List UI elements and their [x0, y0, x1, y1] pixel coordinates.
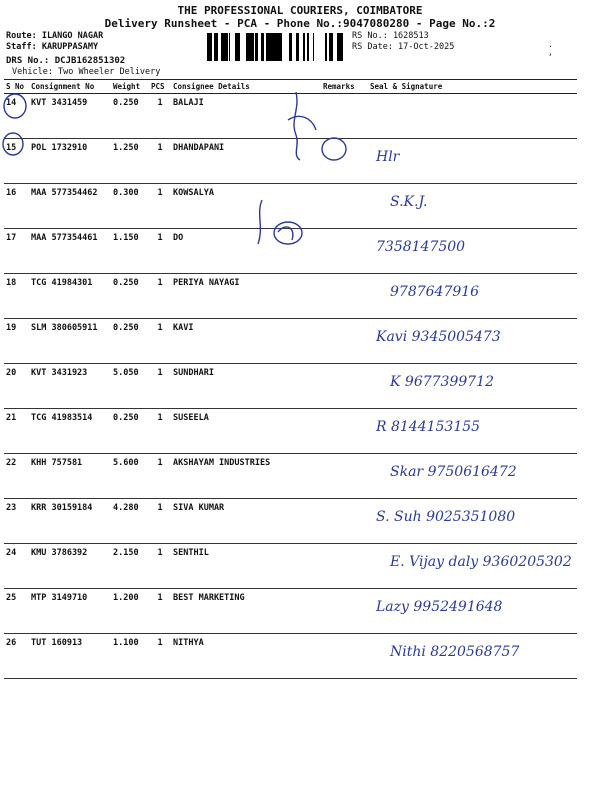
pcs-cell: 1: [149, 319, 171, 364]
barcode-bar: [337, 33, 340, 61]
handwritten-signature: Nithi 8220568757: [390, 644, 520, 660]
barcode-image: [207, 33, 349, 61]
barcode-bar: [238, 33, 240, 61]
weight-cell: 0.250: [111, 319, 149, 364]
table-row: [4, 184, 577, 229]
barcode-bar: [221, 33, 223, 61]
consignment-cell: TUT 160913: [29, 634, 111, 679]
company-title: THE PROFESSIONAL COURIERS, COIMBATORE: [177, 4, 423, 17]
sno-cell: 16: [4, 184, 29, 229]
weight-cell: 1.100: [111, 634, 149, 679]
weight-cell: 0.250: [111, 94, 149, 139]
consignment-cell: KRR 30159184: [29, 499, 111, 544]
table-row: [4, 319, 577, 364]
remarks-cell: [321, 229, 368, 274]
sno-cell: 15: [4, 139, 29, 184]
remarks-cell: [321, 274, 368, 319]
sno-cell: 19: [4, 319, 29, 364]
mark-dot: .: [548, 40, 553, 49]
col-sno: S No: [4, 80, 29, 94]
handwritten-signature: R 8144153155: [376, 419, 481, 435]
sno-cell: 18: [4, 274, 29, 319]
consignment-cell: MAA 577354461: [29, 229, 111, 274]
signature-cell: [368, 544, 577, 589]
staff-label: Staff: KARUPPASAMY: [6, 42, 99, 52]
signature-cell: [368, 94, 577, 139]
remarks-cell: [321, 94, 368, 139]
remarks-cell: [321, 544, 368, 589]
sno-cell: 22: [4, 454, 29, 499]
remarks-cell: [321, 139, 368, 184]
remarks-cell: [321, 409, 368, 454]
pcs-cell: 1: [149, 94, 171, 139]
barcode-bar: [229, 33, 230, 61]
runsheet-table: [4, 79, 577, 679]
weight-cell: 0.250: [111, 274, 149, 319]
sno-cell: 14: [4, 94, 29, 139]
barcode-bar: [217, 33, 218, 61]
weight-cell: 1.200: [111, 589, 149, 634]
weight-cell: 5.050: [111, 364, 149, 409]
consignee-cell: BALAJI: [171, 94, 321, 139]
signature-cell: [368, 589, 577, 634]
barcode-bar: [214, 33, 217, 61]
table-row: [4, 409, 577, 454]
table-header-row: [4, 80, 577, 94]
consignment-cell: KVT 3431923: [29, 364, 111, 409]
remarks-cell: [321, 319, 368, 364]
barcode-bar: [275, 33, 278, 61]
consignee-cell: SIVA KUMAR: [171, 499, 321, 544]
sno-cell: 24: [4, 544, 29, 589]
pcs-cell: 1: [149, 409, 171, 454]
handwritten-signature: Lazy 9952491648: [376, 599, 503, 615]
remarks-cell: [321, 589, 368, 634]
table-row: [4, 139, 577, 184]
barcode-bar: [289, 33, 292, 61]
pcs-cell: 1: [149, 499, 171, 544]
handwritten-signature: Skar 9750616472: [390, 464, 517, 480]
table-row: [4, 499, 577, 544]
vehicle-label: Vehicle: Two Wheeler Delivery: [12, 67, 161, 77]
sno-cell: 21: [4, 409, 29, 454]
barcode-bar: [307, 33, 308, 61]
consignee-cell: SENTHIL: [171, 544, 321, 589]
table-row: [4, 364, 577, 409]
handwritten-signature: Kavi 9345005473: [376, 329, 501, 345]
weight-cell: 0.300: [111, 184, 149, 229]
runsheet-subtitle: Delivery Runsheet - PCA - Phone No.:9047080280 - Page No.:2: [104, 17, 496, 30]
barcode-bar: [255, 33, 258, 61]
remarks-cell: [321, 499, 368, 544]
weight-cell: 0.250: [111, 409, 149, 454]
col-seal: Seal & Signature: [368, 80, 577, 94]
barcode-bar: [207, 33, 209, 61]
table-row: [4, 274, 577, 319]
signature-cell: [368, 319, 577, 364]
consignee-cell: AKSHAYAM INDUSTRIES: [171, 454, 321, 499]
signature-cell: [368, 274, 577, 319]
barcode-bar: [261, 33, 264, 61]
sno-cell: 17: [4, 229, 29, 274]
sno-cell: 26: [4, 634, 29, 679]
weight-cell: 5.600: [111, 454, 149, 499]
table-row: [4, 229, 577, 274]
barcode-bar: [226, 33, 228, 61]
barcode-bar: [303, 33, 305, 61]
barcode-bar: [313, 33, 314, 61]
remarks-cell: [321, 184, 368, 229]
signature-cell: [368, 364, 577, 409]
barcode-bar: [271, 33, 274, 61]
consignee-cell: KAVI: [171, 319, 321, 364]
barcode-bar: [235, 33, 237, 61]
barcode-bar: [209, 33, 211, 61]
consignment-cell: POL 1732910: [29, 139, 111, 184]
col-consignee: Consignee Details: [171, 80, 321, 94]
table-row: [4, 454, 577, 499]
sno-cell: 20: [4, 364, 29, 409]
remarks-cell: [321, 364, 368, 409]
handwritten-signature: 9787647916: [390, 284, 480, 300]
barcode-bar: [329, 33, 330, 61]
barcode-bar: [237, 33, 238, 61]
drs-number: DRS No.: DCJB162851302: [6, 56, 126, 66]
weight-cell: 1.250: [111, 139, 149, 184]
consignment-cell: SLM 380605911: [29, 319, 111, 364]
table-row: [4, 589, 577, 634]
weight-cell: 1.150: [111, 229, 149, 274]
consignee-cell: SUSEELA: [171, 409, 321, 454]
handwritten-signature: S. Suh 9025351080: [376, 509, 516, 525]
barcode-bar: [325, 33, 327, 61]
handwritten-signature: 7358147500: [376, 239, 466, 255]
barcode-bar: [274, 33, 275, 61]
signature-cell: [368, 229, 577, 274]
barcode-bar: [248, 33, 251, 61]
signature-cell: [368, 634, 577, 679]
remarks-cell: [321, 454, 368, 499]
consignment-cell: TCG 41984301: [29, 274, 111, 319]
barcode-bar: [280, 33, 282, 61]
rs-number: RS No.: 1628513: [352, 31, 429, 41]
signature-cell: [368, 499, 577, 544]
consignment-cell: KMU 3786392: [29, 544, 111, 589]
pcs-cell: 1: [149, 454, 171, 499]
handwritten-signature: Hlr: [376, 149, 400, 165]
consignee-cell: SUNDHARI: [171, 364, 321, 409]
barcode-bar: [296, 33, 299, 61]
col-consignment: Consignment No: [29, 80, 111, 94]
pcs-cell: 1: [149, 589, 171, 634]
remarks-cell: [321, 634, 368, 679]
pcs-cell: 1: [149, 184, 171, 229]
table-row: [4, 634, 577, 679]
consignee-cell: NITHYA: [171, 634, 321, 679]
mark-dot: ,: [548, 48, 553, 57]
consignment-cell: MTP 3149710: [29, 589, 111, 634]
barcode-bar: [340, 33, 343, 61]
barcode-bar: [268, 33, 271, 61]
consignment-cell: TCG 41983514: [29, 409, 111, 454]
barcode-bar: [251, 33, 254, 61]
consignee-cell: DO: [171, 229, 321, 274]
sno-cell: 23: [4, 499, 29, 544]
handwritten-signature: K 9677399712: [390, 374, 494, 390]
route-label: Route: ILANGO NAGAR: [6, 31, 104, 41]
consignment-cell: MAA 577354462: [29, 184, 111, 229]
sno-cell: 25: [4, 589, 29, 634]
consignee-cell: KOWSALYA: [171, 184, 321, 229]
barcode-bar: [330, 33, 333, 61]
consignee-cell: DHANDAPANI: [171, 139, 321, 184]
consignment-cell: KVT 3431459: [29, 94, 111, 139]
consignee-cell: BEST MARKETING: [171, 589, 321, 634]
pcs-cell: 1: [149, 544, 171, 589]
weight-cell: 2.150: [111, 544, 149, 589]
handwritten-signature: S.K.J.: [390, 194, 428, 210]
signature-cell: [368, 409, 577, 454]
col-remarks: Remarks: [321, 80, 368, 94]
barcode-bar: [278, 33, 280, 61]
signature-cell: [368, 184, 577, 229]
signature-cell: [368, 139, 577, 184]
pcs-cell: 1: [149, 364, 171, 409]
pcs-cell: 1: [149, 139, 171, 184]
barcode-bar: [246, 33, 248, 61]
table-row: [4, 94, 577, 139]
pcs-cell: 1: [149, 229, 171, 274]
consignment-cell: KHH 757581: [29, 454, 111, 499]
handwritten-signature: E. Vijay daly 9360205302: [390, 554, 572, 570]
barcode-bar: [223, 33, 226, 61]
col-weight: Weight: [111, 80, 149, 94]
consignee-cell: PERIYA NAYAGI: [171, 274, 321, 319]
signature-cell: [368, 454, 577, 499]
barcode-bar: [211, 33, 212, 61]
weight-cell: 4.280: [111, 499, 149, 544]
table-row: [4, 544, 577, 589]
pcs-cell: 1: [149, 274, 171, 319]
barcode-bar: [308, 33, 309, 61]
rs-date: RS Date: 17-Oct-2025: [352, 42, 455, 52]
pcs-cell: 1: [149, 634, 171, 679]
col-pcs: PCS: [149, 80, 171, 94]
barcode-bar: [266, 33, 268, 61]
